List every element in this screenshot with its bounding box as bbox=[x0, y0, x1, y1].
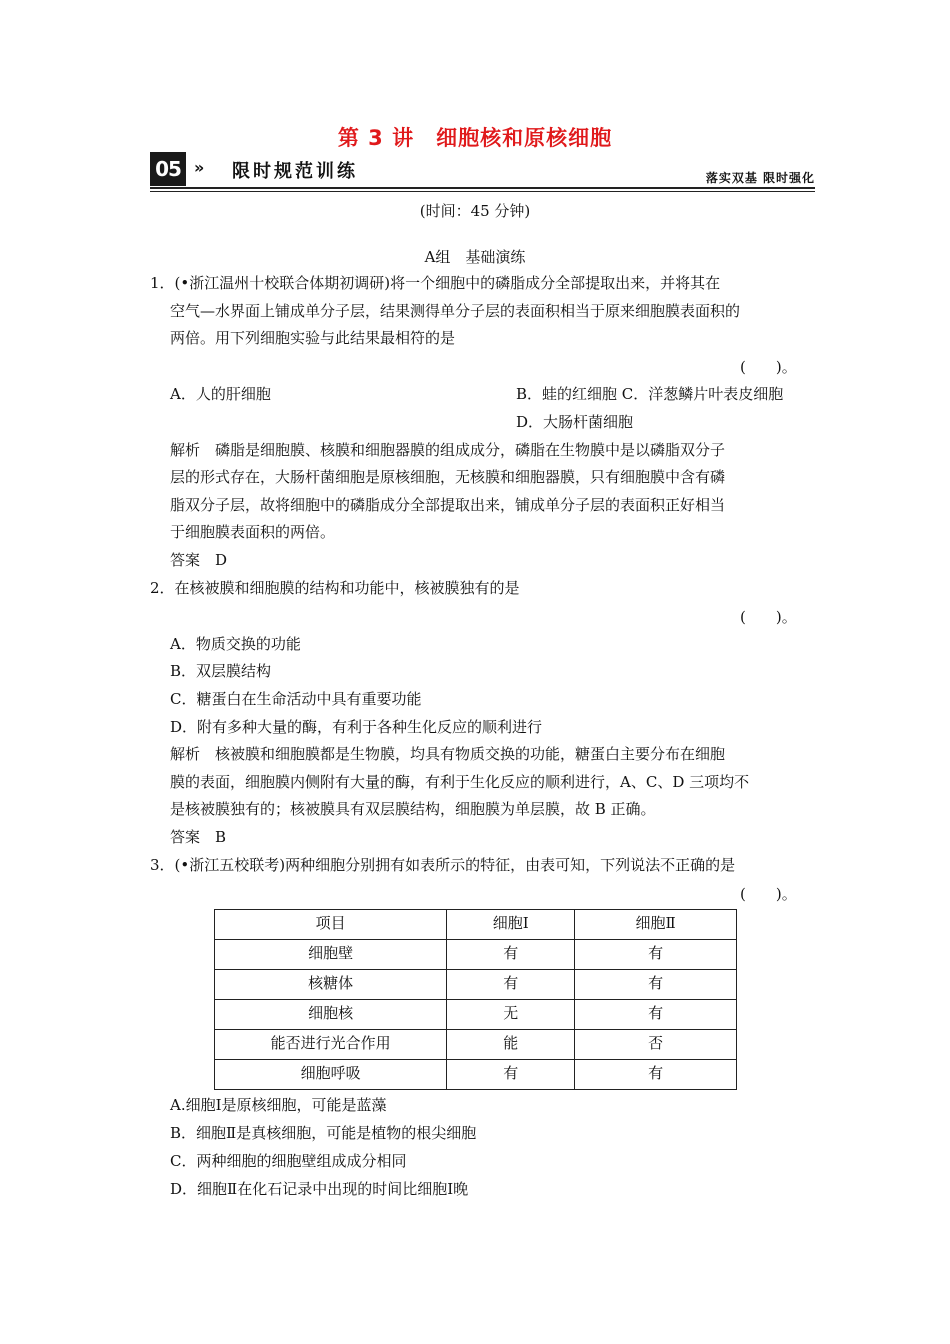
q1-analysis-line-4: 于细胞膜表面积的两倍。 bbox=[170, 523, 336, 541]
q1-analysis-line-2: 层的形式存在，大肠杆菌细胞是原核细胞，无核膜和细胞器膜，只有细胞膜中含有磷 bbox=[170, 468, 726, 486]
q3-option-a: A.细胞Ⅰ是原核细胞，可能是蓝藻 bbox=[170, 1096, 387, 1114]
q2-analysis-line-3: 是核被膜独有的；核被膜具有双层膜结构，细胞膜为单层膜，故 B 正确。 bbox=[170, 800, 656, 818]
table-cell: 有 bbox=[447, 940, 575, 970]
comparison-table bbox=[214, 909, 737, 1090]
table-cell: 细胞壁 bbox=[215, 940, 447, 970]
table-cell: 核糖体 bbox=[215, 970, 447, 1000]
q2-stem: 2．在核被膜和细胞膜的结构和功能中，核被膜独有的是 bbox=[150, 579, 520, 597]
table-cell: 有 bbox=[575, 1000, 737, 1030]
section-slogan: 落实双基 限时强化 bbox=[705, 171, 815, 185]
group-title: A组 基础演练 bbox=[424, 248, 526, 266]
table-row bbox=[215, 1000, 737, 1030]
table-header-cell: 项目 bbox=[215, 910, 447, 940]
section-title: 限时规范训练 bbox=[232, 161, 358, 182]
time-note: (时间：45 分钟) bbox=[419, 202, 531, 220]
table-cell: 能 bbox=[447, 1030, 575, 1060]
table-header-cell: 细胞Ⅱ bbox=[575, 910, 737, 940]
banner-rule-thick bbox=[150, 187, 815, 189]
q3-answer-blank: ( )。 bbox=[740, 885, 797, 903]
chevron-icon: » bbox=[194, 158, 205, 177]
q1-option-d: D．大肠杆菌细胞 bbox=[516, 413, 634, 431]
q2-option-c: C．糖蛋白在生命活动中具有重要功能 bbox=[170, 690, 422, 708]
q2-analysis-line-1: 解析 核被膜和细胞膜都是生物膜，均具有物质交换的功能，糖蛋白主要分布在细胞 bbox=[170, 745, 726, 763]
table-header-cell: 细胞Ⅰ bbox=[447, 910, 575, 940]
q2-analysis-line-2: 膜的表面，细胞膜内侧附有大量的酶，有利于生化反应的顺利进行，A、C、D 三项均不 bbox=[170, 773, 750, 791]
q1-option-a: A．人的肝细胞 bbox=[170, 385, 271, 403]
table-row bbox=[215, 1060, 737, 1090]
table-cell: 能否进行光合作用 bbox=[215, 1030, 447, 1060]
q3-option-b: B．细胞Ⅱ是真核细胞，可能是植物的根尖细胞 bbox=[170, 1124, 477, 1142]
q1-answer-blank: ( )。 bbox=[740, 358, 797, 376]
banner-rule-thin bbox=[150, 191, 815, 192]
table-cell: 有 bbox=[575, 970, 737, 1000]
q1-option-bc: B．蛙的红细胞 C．洋葱鳞片叶表皮细胞 bbox=[516, 385, 784, 403]
section-number-badge: 05 bbox=[150, 152, 186, 186]
q1-answer: 答案 D bbox=[170, 551, 228, 569]
q2-option-a: A．物质交换的功能 bbox=[170, 635, 301, 653]
q3-option-c: C．两种细胞的细胞壁组成成分相同 bbox=[170, 1152, 407, 1170]
q2-option-d: D．附有多种大量的酶，有利于各种生化反应的顺利进行 bbox=[170, 718, 543, 736]
q3-option-d: D．细胞Ⅱ在化石记录中出现的时间比细胞Ⅰ晚 bbox=[170, 1180, 469, 1198]
table-row bbox=[215, 970, 737, 1000]
table-cell: 有 bbox=[447, 1060, 575, 1090]
q2-answer: 答案 B bbox=[170, 828, 227, 846]
q2-answer-blank: ( )。 bbox=[740, 608, 797, 626]
table-row bbox=[215, 940, 737, 970]
q1-stem-line-3: 两倍。用下列细胞实验与此结果最相符的是 bbox=[170, 329, 456, 347]
table-cell: 细胞核 bbox=[215, 1000, 447, 1030]
section-banner bbox=[150, 152, 815, 192]
table-cell: 有 bbox=[447, 970, 575, 1000]
table-header-row bbox=[215, 910, 737, 940]
lesson-title: 第 3 讲 细胞核和原核细胞 bbox=[337, 126, 613, 150]
table-cell: 有 bbox=[575, 1060, 737, 1090]
table-cell: 否 bbox=[575, 1030, 737, 1060]
table-cell: 无 bbox=[447, 1000, 575, 1030]
table-cell: 细胞呼吸 bbox=[215, 1060, 447, 1090]
q1-analysis-line-3: 脂双分子层，故将细胞中的磷脂成分全部提取出来，铺成单分子层的表面积正好相当 bbox=[170, 496, 726, 514]
q3-stem: 3．(•浙江五校联考)两种细胞分别拥有如表所示的特征，由表可知，下列说法不正确的是 bbox=[150, 856, 736, 874]
q2-option-b: B．双层膜结构 bbox=[170, 662, 272, 680]
table-cell: 有 bbox=[575, 940, 737, 970]
table-row bbox=[215, 1030, 737, 1060]
q1-stem-line-2: 空气—水界面上铺成单分子层，结果测得单分子层的表面积相当于原来细胞膜表面积的 bbox=[170, 302, 741, 320]
q1-analysis-line-1: 解析 磷脂是细胞膜、核膜和细胞器膜的组成成分，磷脂在生物膜中是以磷脂双分子 bbox=[170, 441, 726, 459]
q1-stem-line-1: 1．(•浙江温州十校联合体期初调研)将一个细胞中的磷脂成分全部提取出来，并将其在 bbox=[150, 274, 721, 292]
